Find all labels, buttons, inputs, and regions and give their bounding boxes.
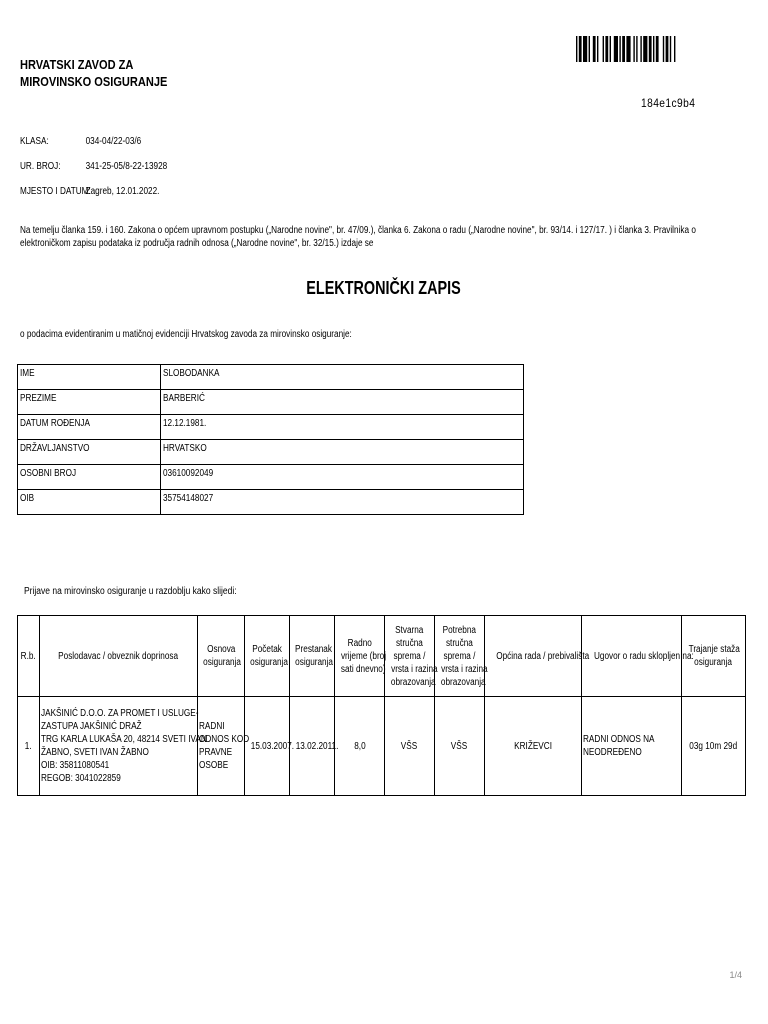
col-header-opcina: Općina rada / prebivališta xyxy=(485,616,582,697)
last-name-value: BARBERIĆ xyxy=(163,393,205,404)
cell-trajanje: 03g 10m 29d xyxy=(682,697,746,796)
oib-value: 35754148027 xyxy=(163,493,214,504)
table-row xyxy=(18,697,746,796)
birth-date-value: 12.12.1981. xyxy=(163,418,207,429)
table-row: DRŽAVLJANSTVO HRVATSKO xyxy=(18,440,524,465)
document-code: 184e1c9b4 xyxy=(641,96,696,110)
barcode-bar xyxy=(653,36,654,62)
klasa-value: 034-04/22-03/6 xyxy=(85,136,142,147)
citizenship-value: HRVATSKO xyxy=(163,443,207,454)
mjesto-datum-row: MJESTO I DATUM:Zagreb, 12.01.2022. xyxy=(20,186,160,197)
cell-osnova: RADNI ODNOS KOD PRAVNE OSOBE xyxy=(198,697,245,796)
cell-rb: 1. xyxy=(18,697,40,796)
barcode xyxy=(576,36,740,62)
table-row: IME SLOBODANKA xyxy=(18,365,524,390)
table-header-row xyxy=(18,616,746,697)
barcode-bar xyxy=(593,36,596,62)
document-title: ELEKTRONIČKI ZAPIS xyxy=(306,278,462,298)
cell-opcina: KRIŽEVCI xyxy=(485,697,582,796)
barcode-bar xyxy=(640,36,641,62)
barcode-bar xyxy=(649,36,652,62)
page-number: 1/4 xyxy=(729,970,742,980)
urbroj-value: 341-25-05/8-22-13928 xyxy=(85,161,168,172)
org-line-1: HRVATSKI ZAVOD ZA xyxy=(20,57,134,72)
registrations-intro: Prijave na mirovinsko osiguranje u razdoblju kako slijedi: xyxy=(24,586,237,597)
barcode-bar xyxy=(589,36,590,62)
col-header-pocetak: Početak osiguranja xyxy=(245,616,290,697)
cell-ugovor: RADNI ODNOS NA NEODREĐENO xyxy=(582,697,682,796)
table-row: OSOBNI BROJ 03610092049 xyxy=(18,465,524,490)
personal-data-table xyxy=(17,364,524,515)
document-subtitle: o podacima evidentiranim u matičnoj evidenciji Hrvatskog zavoda za mirovinsko osiguranje: xyxy=(20,329,352,340)
barcode-bar xyxy=(636,36,637,62)
col-header-rb: R.b. xyxy=(18,616,40,697)
cell-radno-vrijeme: 8,0 xyxy=(335,697,385,796)
first-name-value: SLOBODANKA xyxy=(163,368,220,379)
klasa-row: KLASA: 034-04/22-03/6 xyxy=(20,136,142,147)
table-row: PREZIME BARBERIĆ xyxy=(18,390,524,415)
barcode-bar xyxy=(619,36,620,62)
cell-employer: JAKŠINIĆ D.O.O. ZA PROMET I USLUGE- ZASTUPA JAKŠINIĆ DRAŽ TRG KARLA LUKAŠA 20, 48214 SVETI IVAN ŽABNO, SVETI IVAN ŽABNO OIB: 35811080541 REGOB: 3041022859 xyxy=(40,697,198,796)
barcode-bar xyxy=(674,36,675,62)
barcode-bar xyxy=(663,36,664,62)
barcode-bar xyxy=(603,36,604,62)
cell-potrebna-sprema: VŠS xyxy=(435,697,485,796)
mjesto-datum-value: Zagreb, 12.01.2022. xyxy=(85,186,160,197)
col-header-employer: Poslodavac / obveznik doprinosa xyxy=(40,616,198,697)
barcode-bar xyxy=(610,36,611,62)
barcode-bar xyxy=(576,36,577,62)
col-header-stvarna-sprema: Stvarna stručna sprema / vrsta i razina obrazovanja xyxy=(385,616,435,697)
col-header-ugovor: Ugovor o radu sklopljen na: xyxy=(582,616,682,697)
table-row: OIB 35754148027 xyxy=(18,490,524,515)
cell-pocetak: 15.03.2007. xyxy=(245,697,290,796)
barcode-bar xyxy=(597,36,598,62)
cell-stvarna-sprema: VŠS xyxy=(385,697,435,796)
barcode-bar xyxy=(622,36,625,62)
urbroj-row: UR. BROJ: 341-25-05/8-22-13928 xyxy=(20,161,168,172)
barcode-bar xyxy=(656,36,659,62)
col-header-osnova: Osnova osiguranja xyxy=(198,616,245,697)
barcode-bar xyxy=(583,36,587,62)
table-row: DATUM ROĐENJA 12.12.1981. xyxy=(18,415,524,440)
organization-name xyxy=(20,56,167,90)
barcode-bar xyxy=(579,36,582,62)
col-header-prestanak: Prestanak osiguranja xyxy=(290,616,335,697)
org-line-2: MIROVINSKO OSIGURANJE xyxy=(20,74,168,89)
barcode-bar xyxy=(666,36,669,62)
legal-basis-text: Na temelju članka 159. i 160. Zakona o općem upravnom postupku („Narodne novine", br. 47/09.), članka 6. Zakona o radu („Narodne novine", br. 93/14. i 127/17. ) i članka 3. Pravilnika o elektroničkom zapisu podataka iz područja radnih odnosa („Narodne novine", br. 32/15.) izdaje se xyxy=(20,225,696,249)
col-header-trajanje: Trajanje staža osiguranja xyxy=(682,616,746,697)
employment-table xyxy=(17,615,746,796)
col-header-potrebna-sprema: Potrebna stručna sprema / vrsta i razina obrazovanja xyxy=(435,616,485,697)
personal-number-value: 03610092049 xyxy=(163,468,214,479)
col-header-radno-vrijeme: Radno vrijeme (broj sati dnevno) xyxy=(335,616,385,697)
cell-prestanak: 13.02.2011. xyxy=(290,697,335,796)
barcode-bar xyxy=(605,36,608,62)
barcode-bar xyxy=(633,36,634,62)
barcode-bar xyxy=(670,36,671,62)
barcode-bar xyxy=(643,36,647,62)
barcode-bar xyxy=(626,36,630,62)
barcode-bar xyxy=(614,36,618,62)
